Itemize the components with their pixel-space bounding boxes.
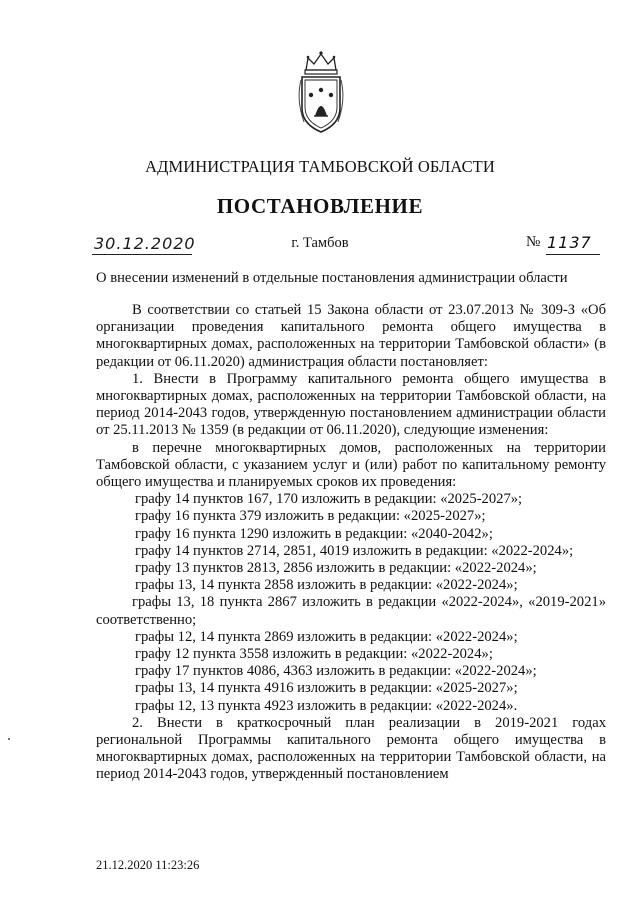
document-body (96, 302, 606, 784)
list-item: графы 12, 14 пункта 2869 изложить в редакции: «2022-2024»; (135, 628, 518, 645)
list-item: графы 13, 14 пункта 4916 изложить в редакции: «2025-2027»; (135, 680, 518, 697)
list-item: графу 16 пункта 379 изложить в редакции: «2025-2027»; (135, 508, 486, 525)
number-underline (546, 254, 600, 255)
number-label: № (526, 234, 541, 250)
point-2-paragraph: 2. Внести в краткосрочный план реализации в 2019-2021 годах региональной Программы капитального ремонта общего имущества в многоквартирных домах, расположенных на территории Тамбовской области, на период 2014-2043 годов, утвержденный постановлением (96, 714, 606, 783)
point-1-paragraph: 1. Внести в Программу капитального ремонта общего имущества в многоквартирных домах, расположенных на территории Тамбовской области, на период 2014-2043 годов, утвержденную постановлением администрации области от 25.11.2013 № 1359 (в редакции от 06.11.2020), следующие изменения: (96, 370, 606, 439)
handwritten-date: 30.12.2020 (94, 234, 196, 253)
print-timestamp: 21.12.2020 11:23:26 (96, 858, 200, 872)
date-underline (92, 254, 192, 255)
document-type-title: ПОСТАНОВЛЕНИЕ (216, 194, 424, 218)
document-subject: О внесении изменений в отдельные постановления администрации области (96, 270, 568, 286)
list-item: графы 13, 14 пункта 2858 изложить в редакции: «2022-2024»; (135, 577, 518, 594)
list-item: графу 13 пунктов 2813, 2856 изложить в редакции: «2022-2024»; (135, 560, 537, 577)
list-item: графу 16 пункта 1290 изложить в редакции: «2040-2042»; (135, 525, 493, 542)
list-item: графы 12, 13 пункта 4923 изложить в редакции: «2022-2024». (135, 697, 518, 714)
list-item: графу 14 пунктов 167, 170 изложить в редакции: «2025-2027»; (135, 491, 523, 508)
point-1-intro: в перечне многоквартирных домов, расположенных на территории Тамбовской области, с указанием услуг и (или) работ по капитальному ремонту общего имущества и планируемых сроков их проведения: (96, 439, 606, 491)
scan-speck (8, 738, 10, 740)
city-label: г. Тамбов (291, 235, 349, 251)
organization-title: АДМИНИСТРАЦИЯ ТАМБОВСКОЙ ОБЛАСТИ (145, 157, 495, 176)
list-item: графу 14 пунктов 2714, 2851, 4019 изложить в редакции: «2022-2024»; (135, 542, 574, 559)
coat-of-arms-emblem (296, 50, 346, 136)
handwritten-number: 1137 (547, 233, 592, 252)
list-item: графу 17 пунктов 4086, 4363 изложить в редакции: «2022-2024»; (135, 663, 537, 680)
preamble-paragraph: В соответствии со статьей 15 Закона области от 23.07.2013 № 309-З «Об организации проведения капитального ремонта общего имущества в многоквартирных домах, расположенных на территории Тамбовской области» (в редакции от 06.11.2020) администрация области постановляет: (96, 302, 606, 370)
list-item: графы 13, 18 пункта 2867 изложить в редакции «2022-2024», «2019-2021» соответственно; (96, 594, 606, 628)
list-item: графу 12 пункта 3558 изложить в редакции: «2022-2024»; (135, 646, 493, 663)
